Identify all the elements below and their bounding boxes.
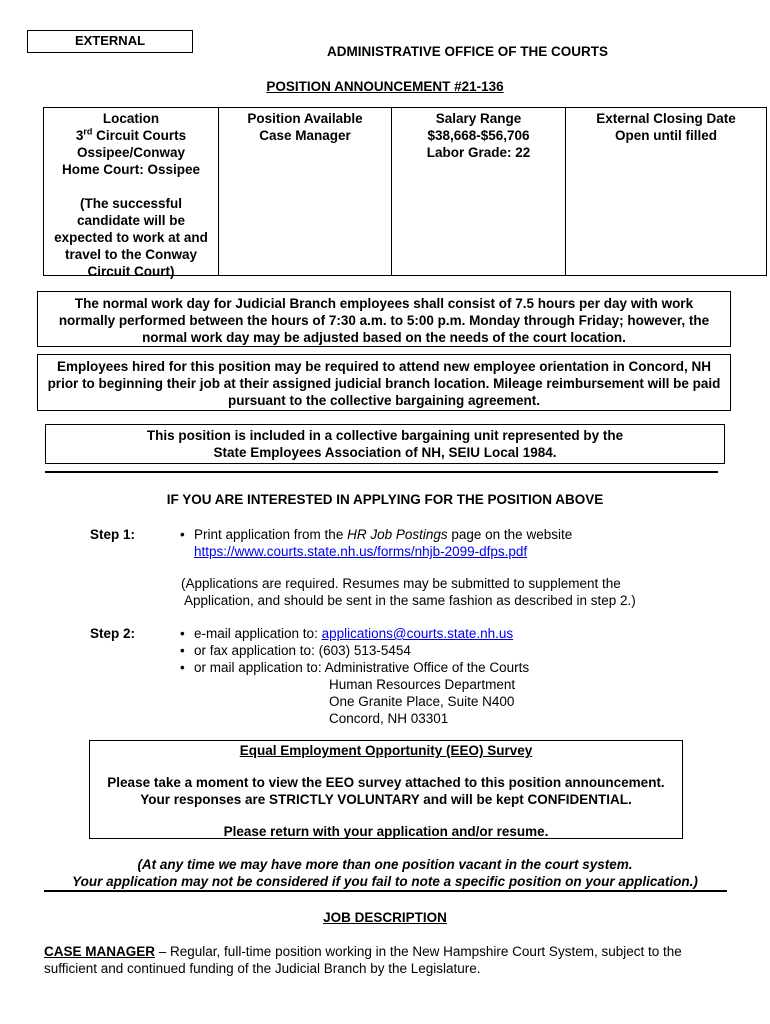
mail-address xyxy=(329,676,515,727)
labor-grade: Labor Grade: 22 xyxy=(426,145,531,160)
office-title: ADMINISTRATIVE OFFICE OF THE COURTS xyxy=(327,44,608,59)
application-form-link[interactable]: https://www.courts.state.nh.us/forms/nhjb-2099-dfps.pdf xyxy=(194,544,528,559)
external-label-text: EXTERNAL xyxy=(74,33,146,48)
workday-notice xyxy=(37,291,731,347)
mail-line3: One Granite Place, Suite N400 xyxy=(329,694,515,709)
eeo-line3: Please return with your application and/or resume. xyxy=(223,824,549,839)
closing-value: Open until filled xyxy=(615,128,717,143)
eeo-title: Equal Employment Opportunity (EEO) Survey xyxy=(239,743,533,758)
vacancy-note-line1: (At any time we may have more than one position vacant in the court system. xyxy=(137,857,633,872)
union-notice xyxy=(45,424,725,464)
section-divider xyxy=(45,471,718,473)
job-title: CASE MANAGER xyxy=(44,944,156,959)
salary-cell xyxy=(392,108,565,275)
step1-label: Step 1: xyxy=(90,527,136,542)
orientation-notice xyxy=(37,354,731,411)
fax-item: • or fax application to: (603) 513-5454 xyxy=(178,642,738,659)
location-city: Ossipee/Conway xyxy=(76,145,186,160)
step2-label: Step 2: xyxy=(90,626,136,641)
email-item: • e-mail application to: applications@courts.state.nh.us xyxy=(178,625,738,642)
step1-note xyxy=(181,575,741,609)
union-notice-line1: This position is included in a collective bargaining unit represented by the xyxy=(146,428,624,443)
step1-note-line1: (Applications are required. Resumes may be submitted to supplement the xyxy=(181,576,621,591)
mail-line2: Human Resources Department xyxy=(329,677,516,692)
location-cell xyxy=(44,108,218,279)
eeo-line1: Please take a moment to view the EEO survey attached to this position announcement. xyxy=(107,775,665,790)
location-court: 3rd Circuit Courts xyxy=(75,126,187,143)
external-label xyxy=(27,30,193,53)
mail-item: • or mail application to: Administrative Office of the Courts xyxy=(178,659,738,676)
closing-cell xyxy=(566,108,766,275)
mail-line4: Concord, NH 03301 xyxy=(329,711,449,726)
announcement-title: POSITION ANNOUNCEMENT #21-136 xyxy=(266,79,504,94)
orientation-notice-text: Employees hired for this position may be required to attend new employee orientation in Concord, NH prior to beginning their job at their assigned judicial branch location. Mileage reimbursement will be paid pursuant to the collective bargaining agreement. xyxy=(47,359,721,408)
step1-note-line2: Application, and should be sent in the same fashion as described in step 2.) xyxy=(181,593,636,608)
eeo-box xyxy=(89,740,683,839)
position-cell xyxy=(219,108,391,275)
union-notice-line2: State Employees Association of NH, SEIU Local 1984. xyxy=(213,445,557,460)
job-summary xyxy=(44,943,734,977)
workday-notice-text: The normal work day for Judicial Branch employees shall consist of 7.5 hours per day with work normally performed between the hours of 7:30 a.m. to 5:00 p.m. Monday through Friday; however, the normal work day may be adjusted based on the needs of the court location. xyxy=(58,296,710,345)
eeo-line2: Your responses are STRICTLY VOLUNTARY and will be kept CONFIDENTIAL. xyxy=(140,792,632,807)
position-header: Position Available xyxy=(247,111,363,126)
location-home-court: Home Court: Ossipee xyxy=(61,162,201,177)
email-link[interactable]: applications@courts.state.nh.us xyxy=(321,626,514,641)
position-table xyxy=(43,107,767,279)
location-header: Location xyxy=(102,111,160,126)
vacancy-note-line2: Your application may not be considered if you fail to note a specific position on your application.) xyxy=(72,874,698,889)
step2-list xyxy=(178,625,738,676)
vacancy-note xyxy=(30,856,740,890)
location-note: (The successful candidate will be expected to work at and travel to the Conway Circuit Court) xyxy=(54,196,208,279)
step1-item: • Print application from the HR Job Postings page on the website https://www.courts.state.nh.us/forms/nhjb-2099-dfps.pdf xyxy=(178,526,738,560)
job-summary-text: – Regular, full-time position working in the New Hampshire Court System, subject to the sufficient and continued funding of the Judicial Branch by the Legislature. xyxy=(44,944,682,976)
job-description-heading: JOB DESCRIPTION xyxy=(323,910,447,925)
position-value: Case Manager xyxy=(259,128,351,143)
vacancy-divider xyxy=(44,890,727,892)
salary-value: $38,668-$56,706 xyxy=(427,128,530,143)
apply-heading: IF YOU ARE INTERESTED IN APPLYING FOR THE POSITION ABOVE xyxy=(166,492,604,507)
step1-list xyxy=(178,526,738,560)
closing-header: External Closing Date xyxy=(596,111,736,126)
salary-header: Salary Range xyxy=(435,111,522,126)
